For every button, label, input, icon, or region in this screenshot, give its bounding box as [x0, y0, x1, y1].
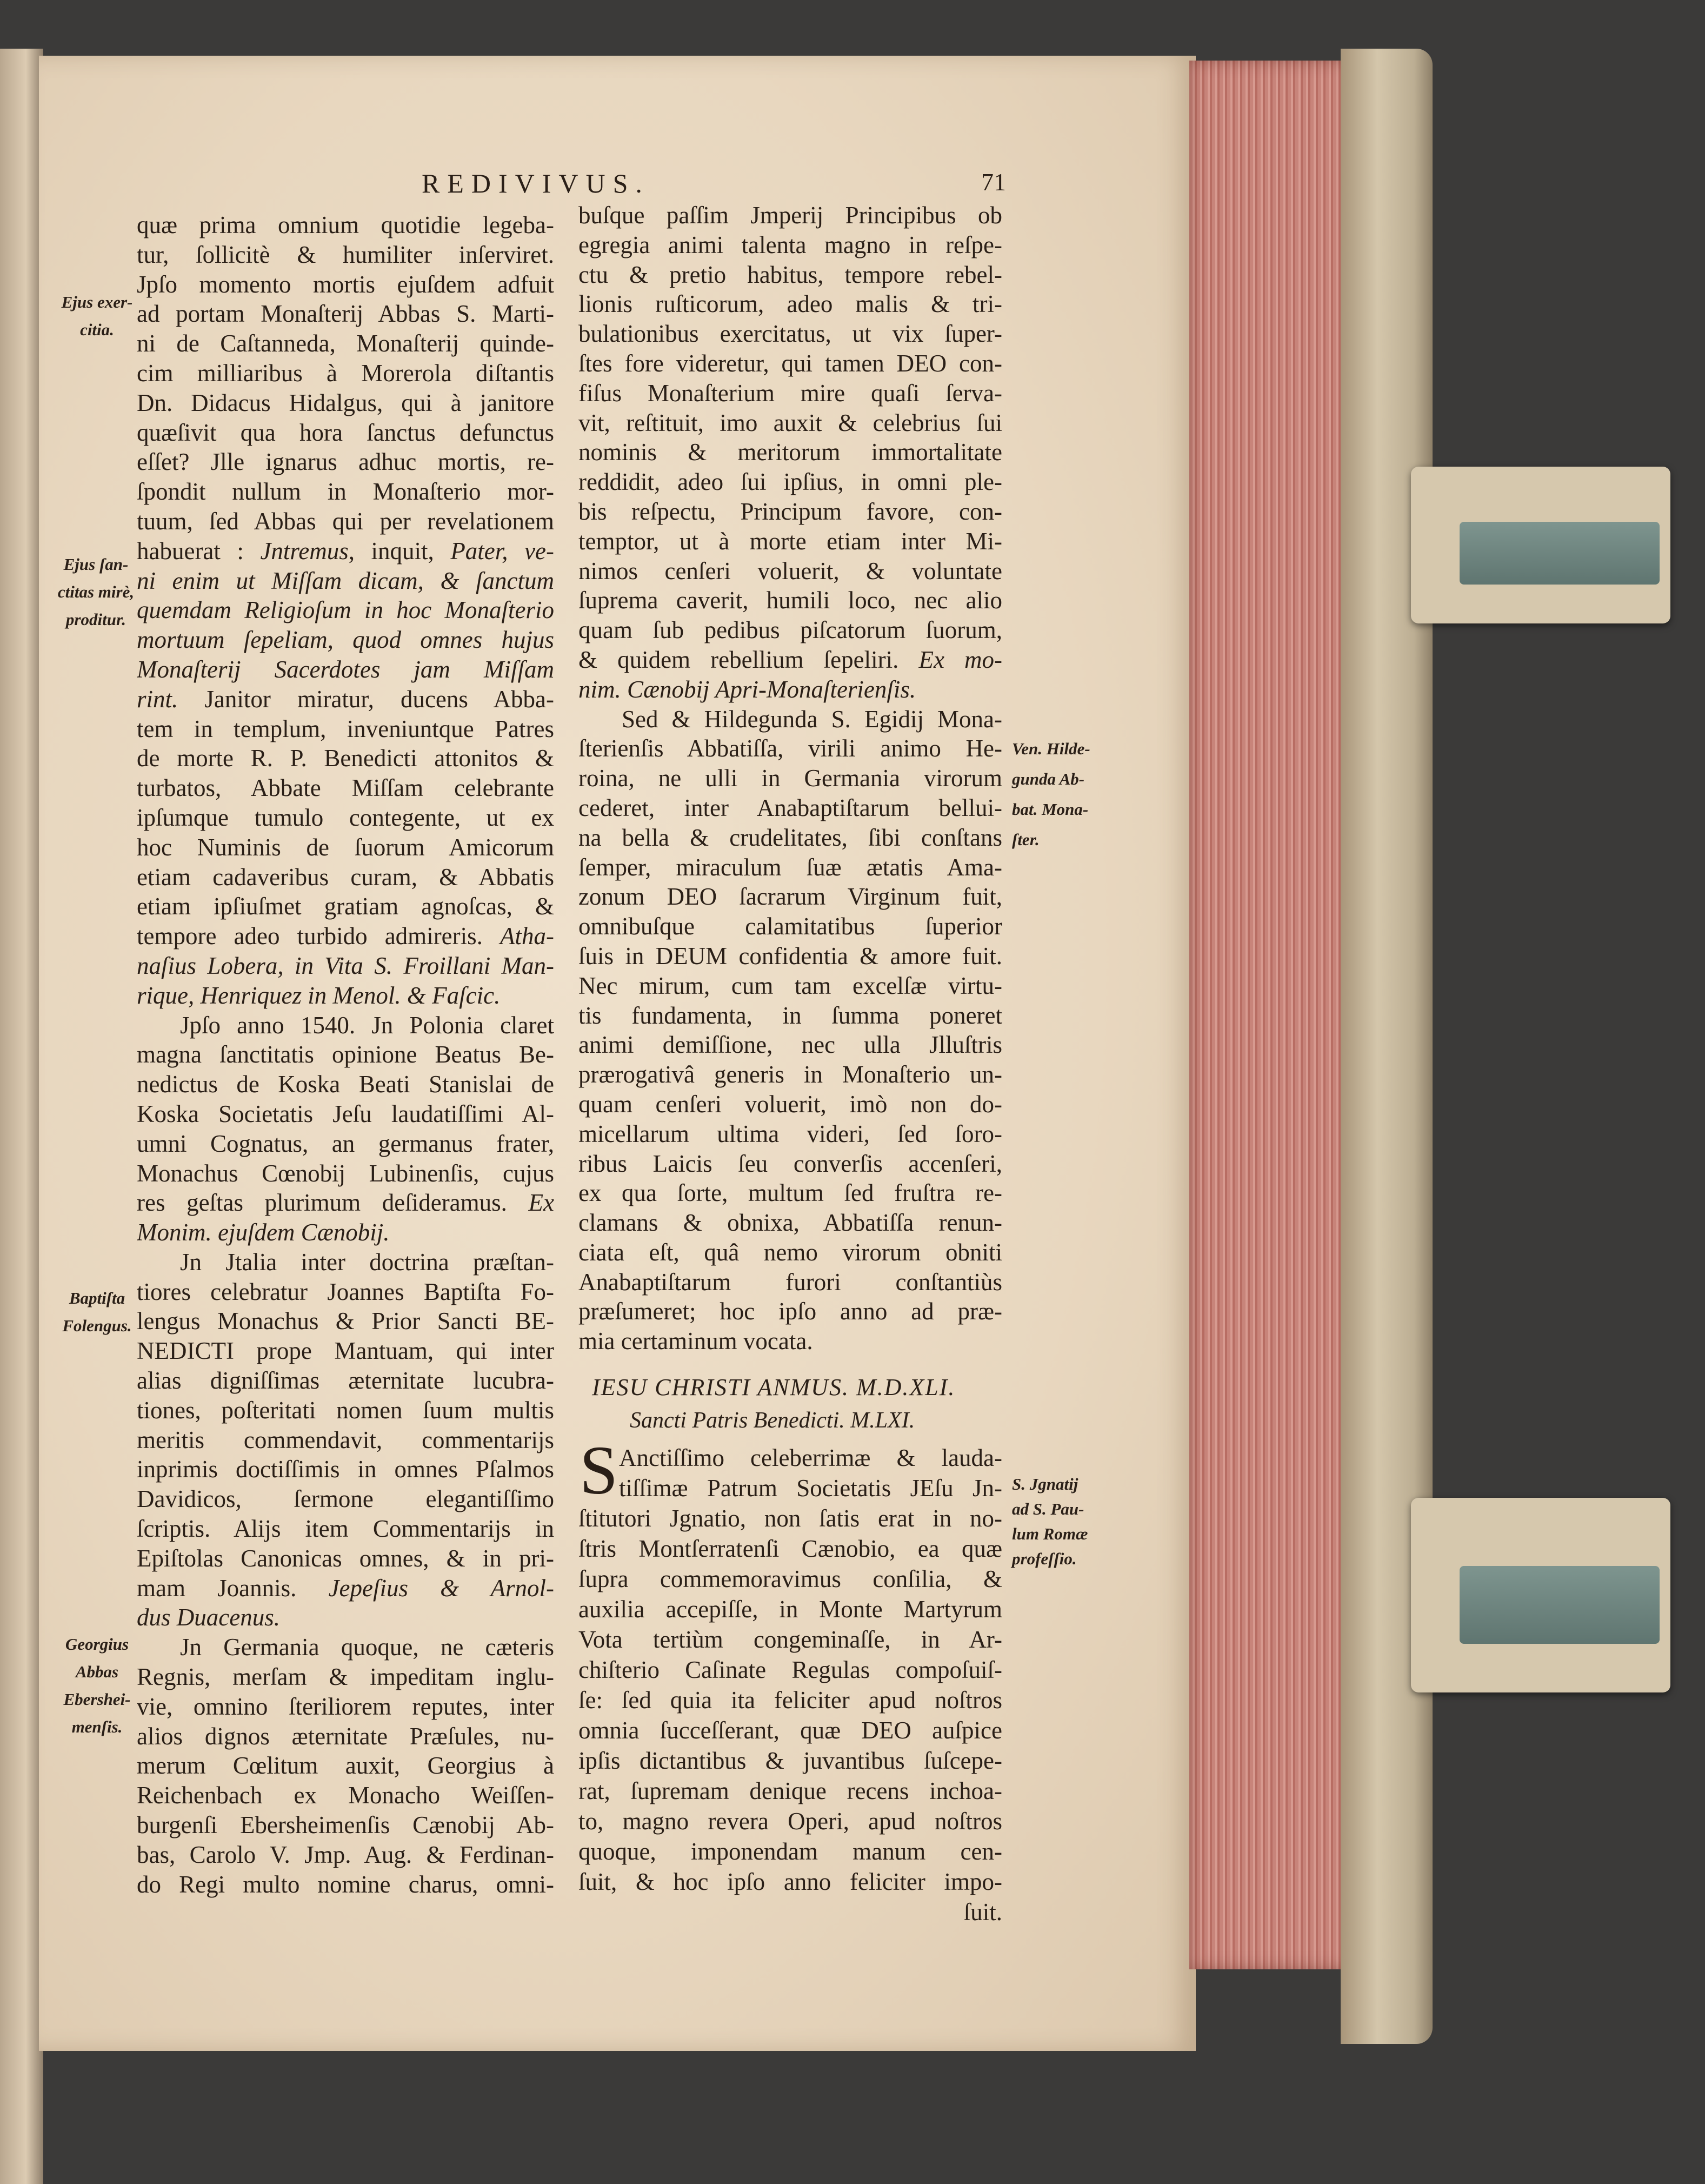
text-line: Jpſo anno 1540. Jn Polonia claret	[180, 1011, 554, 1039]
text-line: Anctiſſimo celeberrimæ & lauda-	[619, 1444, 1002, 1471]
text-line: ſuit, & hoc ipſo anno feliciter impo-	[578, 1868, 1002, 1895]
text-line: ſtris Montſerratenſi Cænobio, ea quæ	[578, 1535, 1002, 1562]
text-line: turbatos, Abbate Miſſam celebrante	[137, 774, 554, 802]
margin-note-line: Baptiſta	[69, 1289, 125, 1307]
text-line: prærogativâ generis in Monaſterio un-	[578, 1061, 1002, 1088]
right-text-column	[578, 201, 1002, 1356]
text-line: micellarum ultima videri, ſed ſoro-	[578, 1120, 1002, 1147]
text-line: quæſivit qua hora ſanctus defunctus	[137, 419, 554, 446]
italic-text: Jepeſius & Arnol-	[328, 1574, 554, 1602]
margin-note-ejus-sanctitas	[54, 550, 138, 633]
text-line: chiſterio Caſinate Regulas compoſuiſ-	[578, 1656, 1002, 1683]
text-line: vit, reſtituit, imo auxit & celebrius ſui	[578, 409, 1002, 436]
running-title: REDIVIVUS.	[422, 168, 650, 198]
margin-note-ven-hildegunda	[1012, 734, 1093, 855]
margin-note-ejus-exercitia	[61, 288, 134, 343]
roman-text: & quidem rebellium ſepeliri.	[578, 646, 919, 673]
text-line: NEDICTI prope Mantuam, qui inter	[137, 1337, 554, 1365]
text-line: tuum, ſed Abbas qui per revelationem	[137, 507, 554, 535]
text-line: animi demiſſione, nec ulla Jlluſtris	[578, 1031, 1002, 1059]
text-line: umni Cognatus, an germanus frater,	[137, 1130, 554, 1157]
left-text-column	[137, 210, 554, 1899]
text-line: ipſumque tumulo contegente, ut ex	[137, 804, 554, 831]
clasp-metal	[1460, 1566, 1660, 1644]
year-subheading: Sancti Patris Benedicti. M.LXI.	[630, 1408, 915, 1433]
margin-note-line: lum Romæ	[1012, 1524, 1088, 1543]
text-line: lengus Monachus & Prior Sancti BE-	[137, 1307, 554, 1335]
text-line: Dn. Didacus Hidalgus, qui à janitore	[137, 389, 554, 416]
margin-note-georgius-abbas	[61, 1630, 134, 1741]
text-line: etiam cadaveribus curam, & Abbatis	[137, 863, 554, 891]
text-line: ſcriptis. Alijs item Commentarijs in	[137, 1515, 554, 1543]
text-line: ſemper, miraculum ſuæ ætatis Ama-	[578, 853, 1002, 881]
text-line: tiſſimæ Patrum Societatis JEſu Jn-	[619, 1475, 1002, 1502]
text-line	[137, 566, 554, 596]
italic-text: naſius Lobera, in Vita S. Froillani Man-	[137, 952, 554, 979]
text-line: temptor, ut à morte etiam inter Mi-	[578, 527, 1002, 555]
text-line: merum Cœlitum auxit, Georgius à	[137, 1752, 554, 1780]
text-line: magna ſanctitatis opinione Beatus Be-	[137, 1041, 554, 1068]
text-line: meritis commendavit, commentarijs	[137, 1426, 554, 1453]
text-line: roina, ne ulli in Germania virorum	[578, 765, 1002, 792]
text-line	[137, 951, 554, 981]
text-line: ribus Laicis ſeu converſis accenſeri,	[578, 1150, 1002, 1177]
text-line: hoc Numinis de ſuorum Amicorum	[137, 833, 554, 861]
text-line	[137, 1603, 554, 1632]
text-line: burgenſi Ebersheimenſis Cænobij Ab-	[137, 1811, 554, 1839]
text-line: cim milliaribus à Morerola diſtantis	[137, 359, 554, 387]
text-line: ex qua ſorte, multum ſed fruſtra re-	[578, 1179, 1002, 1207]
text-line: tiones, poſteritati nomen ſuum multis	[137, 1396, 554, 1424]
text-line: Anabaptiſtarum furori conſtantiùs	[578, 1268, 1002, 1296]
margin-note-line: ſter.	[1012, 830, 1040, 849]
text-line: quoque, imponendam manum cen-	[578, 1838, 1002, 1865]
red-page-edges	[1189, 61, 1351, 1969]
roman-text: Janitor miratur, ducens Abba-	[178, 685, 554, 713]
text-line: ctu & pretio habitus, tempore rebel-	[578, 261, 1002, 288]
text-line: etiam ipſiuſmet gratiam agnoſcas, &	[137, 893, 554, 920]
roman-text: habuerat :	[137, 537, 261, 565]
text-line	[137, 1218, 554, 1247]
text-line: mia certaminum vocata.	[578, 1327, 813, 1355]
text-line: to, magno revera Operi, apud noſtros	[578, 1808, 1002, 1835]
right-text-column-section	[578, 1443, 1002, 1927]
text-line	[137, 921, 554, 951]
italic-text: dus Duacenus.	[137, 1604, 280, 1631]
italic-text: Ex	[528, 1189, 554, 1217]
margin-note-line: Ejus ſan-	[63, 555, 129, 574]
italic-text: ni enim ut Miſſam dicam, & ſanctum	[137, 567, 554, 594]
margin-note-baptista-folengus	[61, 1284, 134, 1339]
text-line: ſupra commemoravimus conſilia, &	[578, 1565, 1002, 1592]
text-line: Jn Jtalia inter doctrina præſtan-	[180, 1248, 554, 1276]
text-line	[137, 981, 554, 1011]
text-line: alias digniſſimas æternitate lucubra-	[137, 1367, 554, 1395]
text-line: lionis ruſticorum, adeo malis & tri-	[578, 290, 1002, 318]
text-line	[137, 1188, 554, 1218]
text-line: omnibuſque calamitatibus ſuperior	[578, 913, 1002, 940]
margin-note-line: Ebershei-	[63, 1690, 131, 1709]
text-line	[137, 595, 554, 625]
roman-text: , inquit,	[348, 537, 451, 565]
text-line: ni de Caſtanneda, Monaſterij quinde-	[137, 330, 554, 357]
text-line: Monachus Cœnobij Lubinenſis, cujus	[137, 1159, 554, 1187]
text-line: ſuprema caverit, humili loco, nec alio	[578, 587, 1002, 614]
text-line	[137, 1574, 554, 1603]
text-line: buſque paſſim Jmperij Principibus ob	[578, 202, 1002, 229]
text-line: ipſis dictantibus & juvantibus ſuſcepe-	[578, 1747, 1002, 1774]
italic-text: mortuum ſepeliam, quod omnes hujus	[137, 626, 554, 654]
text-line: bis reſpectu, Principum favore, con-	[578, 497, 1002, 525]
italic-text: rique, Henriquez in Menol. & Faſcic.	[137, 981, 501, 1009]
text-line: fiſus Monaſterium mire quaſi ſerva-	[578, 379, 1002, 407]
year-heading: IESU CHRISTI ANMUS. M.D.XLI.	[592, 1374, 956, 1400]
text-line: inprimis doctiſſimis in omnes Pſalmos	[137, 1456, 554, 1483]
text-line: quam ſub pedibus piſcatorum ſuorum,	[578, 616, 1002, 644]
text-line: quæ prima omnium quotidie legeba-	[137, 211, 554, 238]
text-line: Jpſo momento mortis ejuſdem adfuit	[137, 270, 554, 298]
text-line: Davidicos, ſermone elegantiſſimo	[137, 1485, 554, 1513]
text-line	[578, 675, 1002, 705]
italic-text: quemdam Religioſum in hoc Monaſterio	[137, 596, 554, 624]
margin-note-line: gunda Ab-	[1012, 769, 1085, 788]
text-line: ſuit.	[963, 1898, 1002, 1926]
text-line: ſtes fore videretur, qui tamen DEO con-	[578, 349, 1002, 377]
text-line: cederet, inter Anabaptiſtarum bellui-	[578, 794, 1002, 821]
roman-text: res geſtas plurimum deſideramus.	[137, 1189, 529, 1217]
text-line: ſuis in DEUM confidentia & amore fuit.	[578, 942, 1002, 970]
italic-text: Jntremus	[260, 537, 349, 565]
vellum-binding	[1341, 49, 1433, 2044]
text-line	[137, 625, 554, 655]
text-line: eſſet? Jlle ignarus adhuc mortis, re-	[137, 448, 554, 476]
text-line: nimos cenſeri voluerit, & voluntate	[578, 557, 1002, 585]
facing-page-edge	[0, 49, 43, 2184]
margin-note-line: Folengus.	[62, 1316, 132, 1335]
margin-note-line: ctitas mirè,	[57, 582, 135, 601]
text-line	[137, 685, 554, 714]
text-line: tur, ſollicitè & humiliter inſerviret.	[137, 241, 554, 268]
text-line: Reichenbach ex Monacho Weiſſen-	[137, 1782, 554, 1809]
text-line: do Regi multo nomine charus, omni-	[137, 1870, 554, 1898]
page-number: 71	[981, 168, 1006, 196]
text-line: tem in templum, inveniuntque Patres	[137, 715, 554, 742]
text-line: omnia ſucceſſerant, quæ DEO auſpice	[578, 1717, 1002, 1744]
text-line: vie, omnino ſteriliorem reputes, inter	[137, 1692, 554, 1720]
text-line: alios dignos æternitate Præſules, nu-	[137, 1722, 554, 1750]
clasp-metal	[1460, 522, 1660, 585]
text-line: Epiſtolas Canonicas omnes, & in pri-	[137, 1544, 554, 1572]
text-line: reddidit, adeo ſui ipſius, in omni ple-	[578, 468, 1002, 496]
margin-note-line: S. Jgnatij	[1012, 1475, 1078, 1493]
margin-note-line: proditur.	[65, 610, 126, 629]
text-line: Nec mirum, cum tam excelſæ virtu-	[578, 972, 1002, 999]
text-line: ſe: ſed quia ita feliciter apud noſtros	[578, 1687, 1002, 1714]
lower-clasp	[1411, 1498, 1670, 1692]
text-line: rat, ſupremam denique recens inchoa-	[578, 1777, 1002, 1804]
text-line: nominis & meritorum immortalitate	[578, 439, 1002, 466]
italic-text: Monaſterij Sacerdotes jam Miſſam	[137, 655, 554, 683]
italic-text: Atha-	[500, 922, 554, 950]
margin-note-s-ignatij	[1012, 1472, 1093, 1571]
text-line: tis fundamenta, in ſumma poneret	[578, 1001, 1002, 1029]
italic-text: Pater, ve-	[450, 537, 554, 565]
text-line: nedictus de Koska Beati Stanislai de	[137, 1071, 554, 1098]
margin-note-line: ad S. Pau-	[1012, 1499, 1084, 1518]
text-line: bas, Carolo V. Jmp. Aug. & Ferdinan-	[137, 1841, 554, 1868]
text-line: ciata eſt, quâ nemo virorum obniti	[578, 1238, 1002, 1266]
text-line: ſpondit nullum in Monaſterio mor-	[137, 478, 554, 506]
margin-note-line: bat. Mona-	[1012, 800, 1089, 819]
text-line: egregia animi talenta magno in reſpe-	[578, 231, 1002, 258]
roman-text: tempore adeo turbido admireris.	[137, 922, 501, 950]
margin-note-line: Ejus exer-	[61, 293, 133, 311]
text-line	[578, 645, 1002, 675]
margin-note-line: Abbas	[75, 1662, 119, 1681]
text-line	[137, 655, 554, 685]
upper-clasp	[1411, 467, 1670, 623]
text-line: clamans & obnixa, Abbatiſſa renun-	[578, 1209, 1002, 1237]
text-line: Koska Societatis Jeſu laudatiſſimi Al-	[137, 1100, 554, 1127]
margin-note-line: citia.	[80, 320, 114, 339]
text-line: auxilia accepiſſe, in Monte Martyrum	[578, 1596, 1002, 1623]
text-line: quam cenſeri voluerit, imò non do-	[578, 1090, 1002, 1118]
text-line	[137, 536, 554, 566]
italic-text: Ex mo-	[918, 646, 1002, 673]
text-line: de morte R. P. Benedicti attonitos &	[137, 745, 554, 772]
text-line: Sed & Hildegunda S. Egidij Mona-	[622, 705, 1002, 733]
text-line: Jn Germania quoque, ne cæteris	[180, 1634, 554, 1661]
italic-text: Monim. ejuſdem Cænobij.	[137, 1219, 390, 1246]
margin-note-line: Georgius	[65, 1635, 129, 1654]
margin-note-line: menſis.	[71, 1717, 123, 1736]
text-line: tiores celebratur Joannes Baptiſta Fo-	[137, 1278, 554, 1305]
text-line: Regnis, merſam & impeditam inglu-	[137, 1663, 554, 1691]
text-line: ad portam Monaſterij Abbas S. Marti-	[137, 300, 554, 328]
italic-text: rint.	[137, 685, 178, 713]
italic-text: nim. Cænobij Apri-Monaſterienſis.	[578, 675, 916, 703]
text-line: ſtitutori Jgnatio, non ſatis erat in no-	[578, 1505, 1002, 1532]
drop-cap: S	[580, 1432, 618, 1509]
text-line: zonum DEO ſacrarum Virginum fuit,	[578, 883, 1002, 911]
text-line: Vota tertiùm congeminaſſe, in Ar-	[578, 1626, 1002, 1653]
margin-note-line: profeſſio.	[1012, 1549, 1077, 1568]
text-line: bulationibus exercitatus, ut vix ſuper-	[578, 320, 1002, 348]
text-line: præſumeret; hoc ipſo anno ad præ-	[578, 1298, 1002, 1325]
roman-text: mam Joannis.	[137, 1574, 329, 1602]
text-line: ſterienſis Abbatiſſa, virili animo He-	[578, 735, 1002, 762]
margin-note-line: Ven. Hilde-	[1012, 739, 1090, 758]
text-line: na bella & crudelitates, ſibi conſtans	[578, 824, 1002, 851]
